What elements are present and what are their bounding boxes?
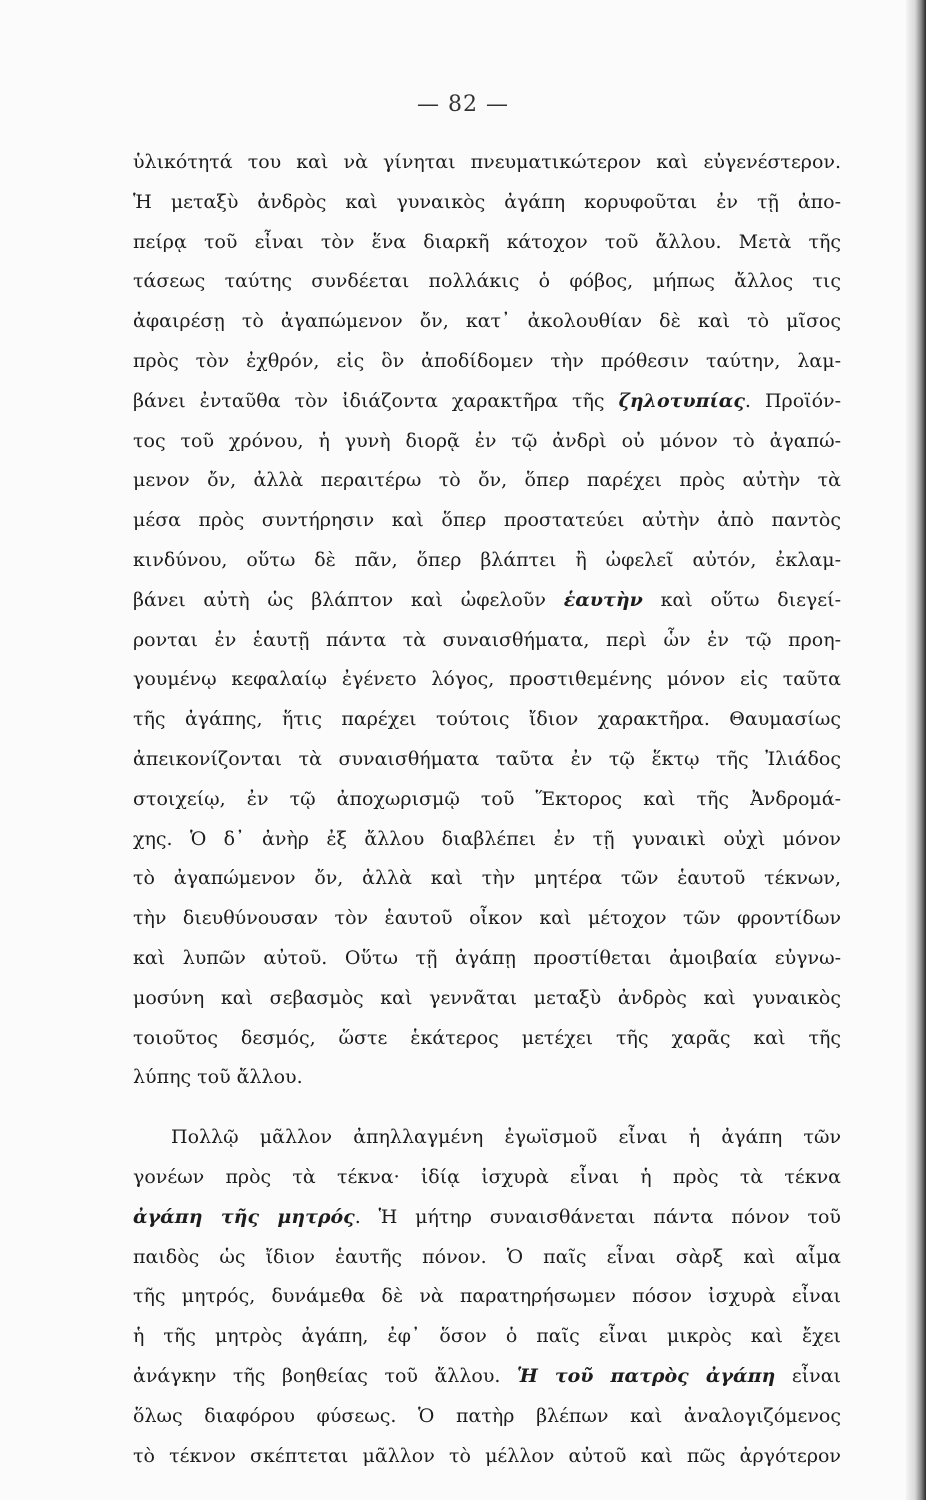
text-line: ὅλως διαφόρου φύσεως. Ὁ πατὴρ βλέπων καὶ ἀναλογιζόμενος — [133, 1404, 841, 1427]
page-edge-shadow — [906, 0, 926, 1500]
text-segment: . Ἡ μήτηρ συναισθάνεται πάντα πόνον τοῦ — [354, 1205, 841, 1228]
text-line: πείρᾳ τοῦ εἶναι τὸν ἕνα διαρκῆ κάτοχον τοῦ ἄλλου. Μετὰ τῆς — [133, 230, 841, 253]
text-line: τος τοῦ χρόνου, ἡ γυνὴ διορᾷ ἐν τῷ ἀνδρὶ οὐ μόνον τὸ ἀγαπώ- — [133, 429, 841, 452]
emphasis-jealousy: ζηλοτυπίας — [618, 389, 745, 412]
text-line: ἀφαιρέσῃ τὸ ἀγαπώμενον ὄν, κατ᾽ ἀκολουθίαν δὲ καὶ τὸ μῖσος — [133, 310, 841, 333]
text-segment: εἶναι — [775, 1364, 841, 1387]
text-line: παιδὸς ὡς ἴδιον ἑαυτῆς πόνον. Ὁ παῖς εἶναι σὰρξ καὶ αἷμα — [133, 1245, 841, 1268]
body-text — [133, 145, 841, 1478]
text-line: κινδύνου, οὕτω δὲ πᾶν, ὅπερ βλάπτει ἢ ὠφελεῖ αὐτόν, ἐκλαμ- — [133, 548, 841, 571]
text-segment: καὶ οὕτω διεγεί- — [642, 588, 841, 611]
text-line: ἡ τῆς μητρὸς ἀγάπη, ἐφ᾽ ὅσον ὁ παῖς εἶναι μικρὸς καὶ ἔχει — [133, 1325, 841, 1348]
paragraph-start-line: Πολλῷ μᾶλλον ἀπηλλαγμένη ἐγωϊσμοῦ εἶναι ἡ ἀγάπη τῶν — [171, 1126, 841, 1149]
text-segment: βάνει ἐνταῦθα τὸν ἰδιάζοντα χαρακτῆρα τῆς — [133, 389, 619, 412]
text-line: τὸ ἀγαπώμενον ὄν, ἀλλὰ καὶ τὴν μητέρα τῶν ἑαυτοῦ τέκνων, — [133, 867, 841, 890]
text-line: χης. Ὁ δ᾽ ἀνὴρ ἐξ ἄλλου διαβλέπει ἐν τῇ γυναικὶ οὐχὶ μόνον — [133, 827, 841, 850]
text-line: μενον ὄν, ἀλλὰ περαιτέρω τὸ ὄν, ὅπερ παρέχει πρὸς αὐτὴν τὰ — [133, 469, 841, 492]
text-line: στοιχείῳ, ἐν τῷ ἀποχωρισμῷ τοῦ Ἕκτορος καὶ τῆς Ἀνδρομά- — [133, 787, 841, 810]
text-line: γονέων πρὸς τὰ τέκνα· ἰδίᾳ ἰσχυρὰ εἶναι ἡ πρὸς τὰ τέκνα — [133, 1165, 841, 1188]
emphasis-herself: ἑαυτὴν — [563, 588, 643, 611]
text-line: τάσεως ταύτης συνδέεται πολλάκις ὁ φόβος, μήπως ἄλλος τις — [133, 270, 841, 293]
text-segment: ἀνάγκην τῆς βοηθείας τοῦ ἄλλου. — [133, 1364, 517, 1387]
text-line: τὴν διευθύνουσαν τὸν ἑαυτοῦ οἶκον καὶ μέτοχον τῶν φροντίδων — [133, 907, 841, 930]
emphasis-fathers-love: Ἡ τοῦ πατρὸς ἀγάπη — [516, 1364, 776, 1387]
text-line — [133, 1200, 841, 1240]
text-line: καὶ λυπῶν αὐτοῦ. Οὕτω τῇ ἀγάπῃ προστίθεται ἀμοιβαία εὐγνω- — [133, 946, 841, 969]
text-line: ὑλικότητά του καὶ νὰ γίνηται πνευματικώτερον καὶ εὐγενέστερον. — [133, 151, 841, 173]
text-line: τῆς μητρός, δυνάμεθα δὲ νὰ παρατηρήσωμεν πόσον ἰσχυρὰ εἶναι — [133, 1285, 841, 1308]
text-line: ἀπεικονίζονται τὰ συναισθήματα ταῦτα ἐν τῷ ἕκτῳ τῆς Ἰλιάδος — [133, 747, 841, 770]
page-number: — 82 — — [417, 92, 509, 117]
text-line: Ἡ μεταξὺ ἀνδρὸς καὶ γυναικὸς ἀγάπη κορυφοῦται ἐν τῇ ἀπο- — [133, 190, 841, 213]
text-segment: . Προϊόν- — [744, 389, 841, 412]
text-line — [133, 384, 841, 424]
text-line: λύπης τοῦ ἄλλου. — [133, 1066, 303, 1089]
text-line: πρὸς τὸν ἐχθρόν, εἰς ὃν ἀποδίδομεν τὴν πρόθεσιν ταύτην, λαμ- — [133, 349, 841, 372]
text-line — [133, 1359, 841, 1399]
text-line: τὸ τέκνον σκέπτεται μᾶλλον τὸ μέλλον αὐτοῦ καὶ πῶς ἀργότερον — [133, 1444, 841, 1467]
text-segment: βάνει αὐτὴ ὡς βλάπτον καὶ ὠφελοῦν — [133, 588, 564, 611]
text-line: τοιοῦτος δεσμός, ὥστε ἑκάτερος μετέχει τῆς χαρᾶς καὶ τῆς — [133, 1026, 841, 1049]
text-line: τῆς ἀγάπης, ἥτις παρέχει τούτοις ἴδιον χαρακτῆρα. Θαυμασίως — [133, 708, 841, 731]
text-line — [133, 583, 841, 623]
text-line: ρονται ἐν ἑαυτῇ πάντα τὰ συναισθήματα, περὶ ὧν ἐν τῷ προη- — [133, 628, 841, 651]
emphasis-mothers-love: ἀγάπη τῆς μητρός — [133, 1205, 355, 1228]
text-line: μέσα πρὸς συντήρησιν καὶ ὅπερ προστατεύει αὐτὴν ἀπὸ παντὸς — [133, 509, 841, 532]
text-line: γουμένῳ κεφαλαίῳ ἐγένετο λόγος, προστιθεμένης μόνον εἰς ταῦτα — [133, 668, 841, 691]
text-line: μοσύνη καὶ σεβασμὸς καὶ γεννᾶται μεταξὺ ἀνδρὸς καὶ γυναικὸς — [133, 986, 841, 1009]
